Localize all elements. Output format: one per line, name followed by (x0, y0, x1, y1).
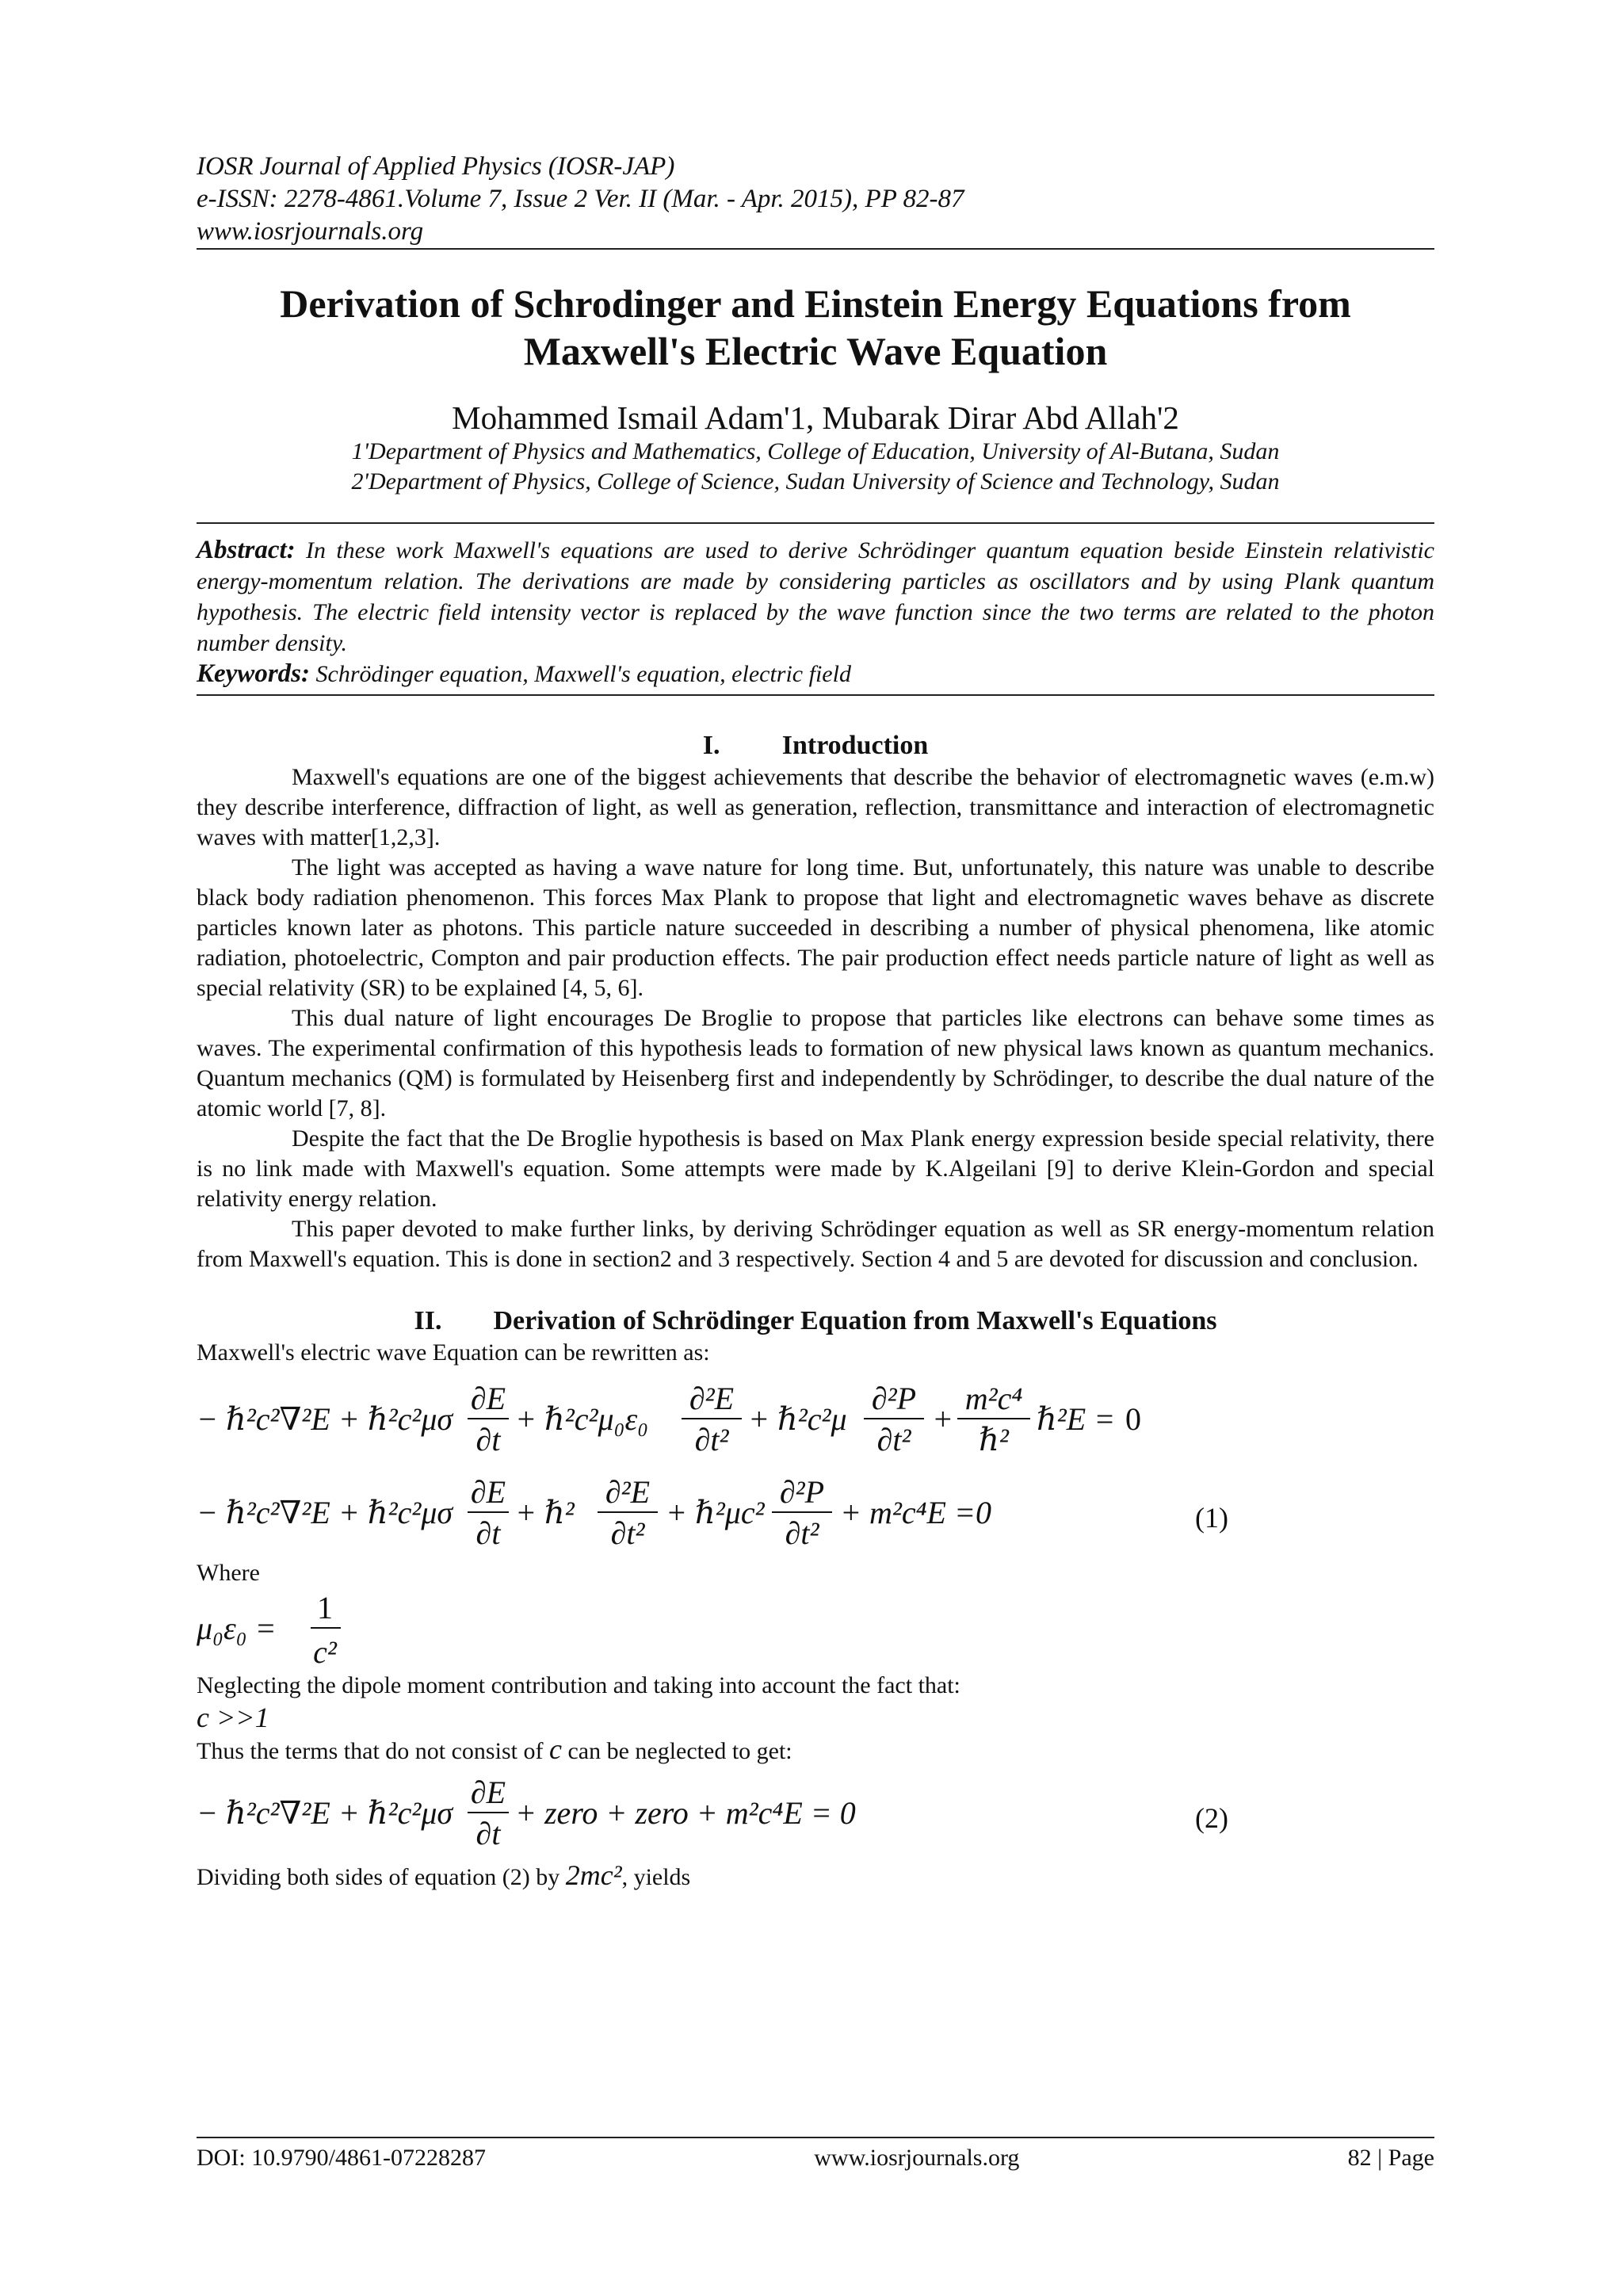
section-2-intro: Maxwell's electric wave Equation can be rewritten as: (197, 1339, 710, 1366)
abstract-top-rule (197, 522, 1434, 524)
svg-text:∂t²: ∂t² (610, 1515, 645, 1551)
page-footer (197, 2137, 1434, 2172)
intro-paragraph-1: Maxwell's equations are one of the biggest achievements that describe the behavior of electromagnetic waves (e.m.w) they describe interference, diffraction of light, as well as generation, reflection, transmittance and interaction of electromagnetic waves with matter[1,2,3]. (197, 764, 1434, 850)
equation-2-graphic (197, 1767, 1434, 1860)
footer-page-number: 82 | Page (1347, 2145, 1434, 2171)
abstract (197, 535, 1434, 659)
c-much-greater-than-one: c >>1 (197, 1702, 269, 1733)
dividing-expression: 2mc² (565, 1859, 622, 1891)
maxwell-equation-graphic (197, 1368, 1434, 1552)
paper-page (197, 151, 1434, 1893)
paper-title (197, 280, 1434, 375)
svg-text:∂t²: ∂t² (694, 1422, 729, 1457)
intro-paragraph-5: This paper devoted to make further links, by deriving Schrödinger equation as well as SR energy-momentum relation from Maxwell's equation. This is done in section2 and 3 respectively. Section 4 and 5 are devoted for discussion and conclusion. (197, 1216, 1434, 1272)
svg-text:∂²E: ∂²E (605, 1474, 651, 1510)
abstract-label: Abstract: (197, 536, 296, 564)
svg-text:+ ℏ²c²μ₀ε₀: + ℏ²c²μ₀ε₀ (515, 1401, 649, 1437)
journal-name: IOSR Journal of Applied Physics (IOSR-JAP) (197, 152, 675, 181)
svg-text:∂E: ∂E (470, 1775, 506, 1810)
svg-text:ℏ²: ℏ² (979, 1422, 1009, 1457)
thus-sentence-a: Thus the terms that do not consist of (197, 1738, 549, 1764)
section-2-heading (197, 1305, 1434, 1338)
title-line-1: Derivation of Schrodinger and Einstein Energy Equations from (280, 281, 1351, 326)
thus-sentence-b: can be neglected to get: (561, 1738, 792, 1764)
svg-text:∂t: ∂t (475, 1422, 501, 1457)
svg-text:m²c⁴: m²c⁴ (964, 1381, 1023, 1416)
svg-text:+: + (932, 1401, 953, 1437)
svg-text:∂E: ∂E (470, 1381, 506, 1416)
svg-text:∂t²: ∂t² (876, 1422, 911, 1457)
svg-text:− ℏ²c²∇²E + ℏ²c²μσ: − ℏ²c²∇²E + ℏ²c²μσ (197, 1495, 453, 1530)
neglect-sentence: Neglecting the dipole moment contribution and taking into account the fact that: (197, 1672, 960, 1698)
svg-text:c²: c² (313, 1634, 337, 1670)
equation-block-2 (197, 1767, 1434, 1860)
svg-text:μ₀ε₀ =: μ₀ε₀ = (197, 1610, 277, 1646)
svg-text:∂E: ∂E (470, 1474, 506, 1510)
intro-paragraph-4: Despite the fact that the De Broglie hypothesis is based on Max Plank energy expression beside special relativity, there is no link made with Maxwell's equation. Some attempts were made by K.Algeilani [9] to derive Klein-Gordon and special relativity energy relation. (197, 1125, 1434, 1212)
section-2-number: II. (414, 1306, 442, 1335)
svg-text:+ ℏ²: + ℏ² (515, 1495, 575, 1530)
affiliation-1: 1'Department of Physics and Mathematics, College of Education, University of Al-Butana, Sudan (351, 438, 1280, 464)
affiliation-2: 2'Department of Physics, College of Science, Sudan University of Science and Technology, Sudan (351, 468, 1280, 495)
svg-text:0: 0 (1125, 1401, 1141, 1437)
equation-1-number: (1) (1195, 1502, 1228, 1534)
header-rule (197, 248, 1434, 250)
where-label: Where (197, 1560, 260, 1586)
svg-text:∂t²: ∂t² (785, 1515, 819, 1551)
thus-sentence (197, 1734, 1434, 1767)
svg-text:+ m²c⁴E =0: + m²c⁴E =0 (840, 1495, 991, 1530)
footer-doi[interactable]: DOI: 10.9790/4861-07228287 (197, 2145, 486, 2171)
svg-text:∂²P: ∂²P (779, 1474, 825, 1510)
svg-text:+ ℏ²c²μ: + ℏ²c²μ (748, 1401, 847, 1437)
keywords-label: Keywords: (197, 659, 310, 688)
keywords-text: Schrödinger equation, Maxwell's equation, electric field (310, 661, 851, 687)
section-1-title: Introduction (781, 731, 929, 760)
dividing-sentence-a: Dividing both sides of equation (2) by (197, 1864, 566, 1890)
keywords (197, 659, 1434, 690)
svg-text:− ℏ²c²∇²E + ℏ²c²μσ: − ℏ²c²∇²E + ℏ²c²μσ (197, 1795, 453, 1831)
dividing-sentence (197, 1860, 1434, 1893)
equation-block-1 (197, 1368, 1434, 1552)
svg-text:+ zero + zero + m²c⁴E = 0: + zero + zero + m²c⁴E = 0 (515, 1795, 856, 1831)
svg-text:∂t: ∂t (475, 1515, 501, 1551)
mu-epsilon-graphic (197, 1588, 434, 1671)
equation-2-number: (2) (1195, 1802, 1228, 1834)
svg-text:∂²E: ∂²E (689, 1381, 735, 1416)
abstract-bottom-rule (197, 694, 1434, 696)
journal-website[interactable]: www.iosrjournals.org (197, 217, 424, 246)
title-line-2: Maxwell's Electric Wave Equation (523, 329, 1108, 373)
section-2-title: Derivation of Schrödinger Equation from Maxwell's Equations (493, 1306, 1217, 1335)
dividing-sentence-b: , yields (621, 1864, 691, 1890)
svg-text:∂t: ∂t (475, 1816, 501, 1851)
section-1-heading (197, 729, 1434, 762)
authors: Mohammed Ismail Adam'1, Mubarak Dirar Abd Allah'2 (452, 399, 1179, 436)
svg-text:∂²P: ∂²P (871, 1381, 917, 1416)
svg-text:− ℏ²c²∇²E + ℏ²c²μσ: − ℏ²c²∇²E + ℏ²c²μσ (197, 1401, 453, 1437)
svg-text:ℏ²E =: ℏ²E = (1037, 1401, 1116, 1437)
thus-sentence-c: c (548, 1733, 562, 1765)
journal-header (197, 151, 1434, 248)
svg-text:+ ℏ²μc²: + ℏ²μc² (666, 1495, 765, 1530)
intro-paragraph-3: This dual nature of light encourages De Broglie to propose that particles like electrons can behave some times as waves. The experimental confirmation of this hypothesis leads to formation of new physical laws known as quantum mechanics. Quantum mechanics (QM) is formulated by Heisenberg first and independently by Schrödinger, to describe the dual nature of the atomic world [7, 8]. (197, 1005, 1434, 1121)
footer-website[interactable]: www.iosrjournals.org (814, 2145, 1020, 2171)
mu-epsilon-relation (197, 1588, 1434, 1671)
abstract-text: In these work Maxwell's equations are used to derive Schrödinger quantum equation beside Einstein relativistic energy-momentum relation. The derivations are made by considering particles as oscillators and by using Plank quantum hypothesis. The electric field intensity vector is replaced by the wave function since the two terms are related to the photon number density. (197, 537, 1434, 656)
issn-line: e-ISSN: 2278-4861.Volume 7, Issue 2 Ver. II (Mar. - Apr. 2015), PP 82-87 (197, 185, 964, 213)
intro-paragraph-2: The light was accepted as having a wave nature for long time. But, unfortunately, this nature was unable to describe black body radiation phenomenon. This forces Max Plank to propose that light and electromagnetic waves behave as discrete particles known later as photons. This particle nature succeeded in describing a number of physical phenomena, like atomic radiation, photoelectric, Compton and pair production effects. The pair production effect needs particle nature of light as well as special relativity (SR) to be explained [4, 5, 6]. (197, 854, 1434, 1001)
svg-text:1: 1 (317, 1590, 333, 1626)
section-1-number: I. (702, 731, 720, 760)
